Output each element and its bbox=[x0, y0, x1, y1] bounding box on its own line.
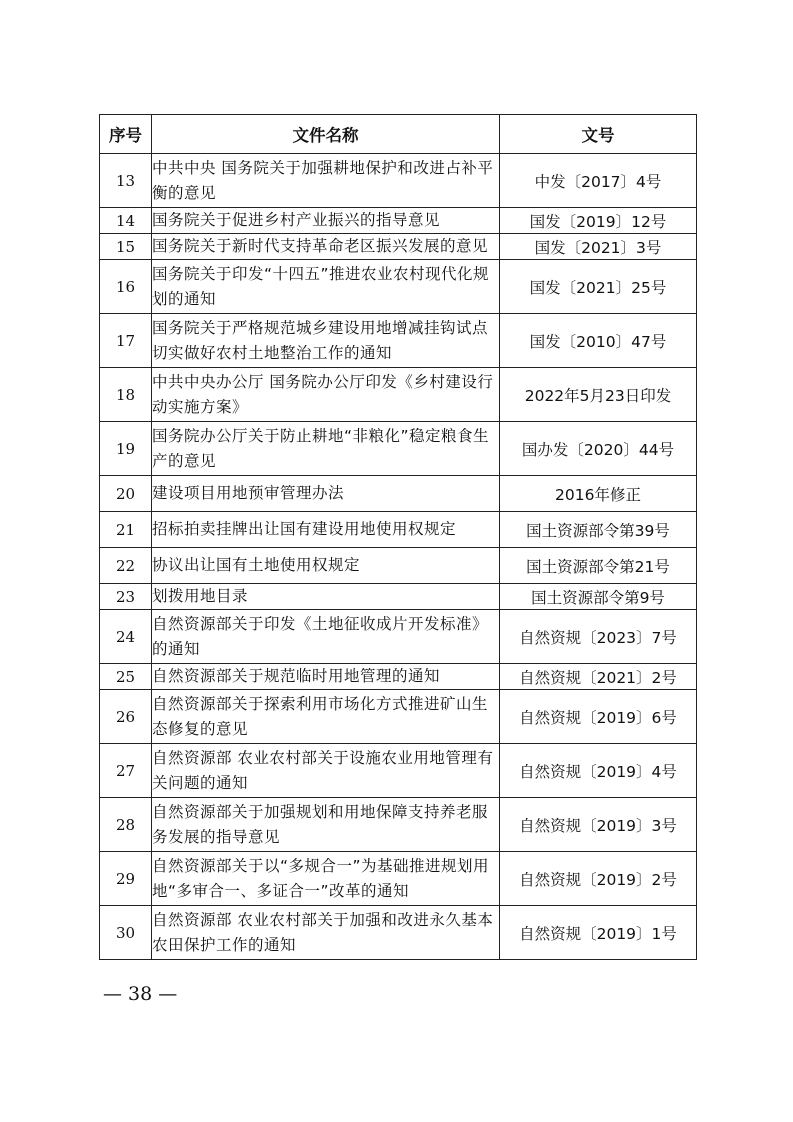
row-document-number: 国土资源部令第39号 bbox=[500, 512, 697, 548]
row-document-number: 自然资规〔2019〕4号 bbox=[500, 744, 697, 798]
table-row bbox=[100, 906, 697, 960]
row-document-name: 自然资源部关于印发《土地征收成片开发标准》的通知 bbox=[152, 610, 500, 664]
regulation-table bbox=[99, 114, 697, 960]
row-document-name: 建设项目用地预审管理办法 bbox=[152, 476, 500, 512]
row-document-name: 中共中央 国务院关于加强耕地保护和改进占补平衡的意见 bbox=[152, 154, 500, 208]
table-row bbox=[100, 260, 697, 314]
row-serial: 28 bbox=[100, 798, 152, 852]
table-row bbox=[100, 234, 697, 260]
row-serial: 30 bbox=[100, 906, 152, 960]
row-serial: 21 bbox=[100, 512, 152, 548]
row-document-number: 国发〔2019〕12号 bbox=[500, 208, 697, 234]
row-document-name: 中共中央办公厅 国务院办公厅印发《乡村建设行动实施方案》 bbox=[152, 368, 500, 422]
header-document-number: 文号 bbox=[500, 115, 697, 154]
row-serial: 17 bbox=[100, 314, 152, 368]
row-document-number: 国发〔2021〕3号 bbox=[500, 234, 697, 260]
row-document-name: 自然资源部关于探索利用市场化方式推进矿山生态修复的意见 bbox=[152, 690, 500, 744]
row-document-name: 招标拍卖挂牌出让国有建设用地使用权规定 bbox=[152, 512, 500, 548]
table-row bbox=[100, 208, 697, 234]
table-row bbox=[100, 690, 697, 744]
row-document-number: 中发〔2017〕4号 bbox=[500, 154, 697, 208]
row-document-name: 自然资源部关于规范临时用地管理的通知 bbox=[152, 664, 500, 690]
row-document-number: 2022年5月23日印发 bbox=[500, 368, 697, 422]
table-row bbox=[100, 798, 697, 852]
header-document-name: 文件名称 bbox=[152, 115, 500, 154]
row-document-number: 自然资规〔2019〕6号 bbox=[500, 690, 697, 744]
row-serial: 19 bbox=[100, 422, 152, 476]
row-serial: 20 bbox=[100, 476, 152, 512]
row-serial: 13 bbox=[100, 154, 152, 208]
row-document-name: 自然资源部关于以“多规合一”为基础推进规划用地“多审合一、多证合一”改革的通知 bbox=[152, 852, 500, 906]
header-serial: 序号 bbox=[100, 115, 152, 154]
row-document-name: 自然资源部关于加强规划和用地保障支持养老服务发展的指导意见 bbox=[152, 798, 500, 852]
row-serial: 16 bbox=[100, 260, 152, 314]
table-row bbox=[100, 548, 697, 584]
row-document-number: 自然资规〔2019〕1号 bbox=[500, 906, 697, 960]
row-document-name: 国务院关于新时代支持革命老区振兴发展的意见 bbox=[152, 234, 500, 260]
row-document-name: 国务院关于印发“十四五”推进农业农村现代化规划的通知 bbox=[152, 260, 500, 314]
table-row bbox=[100, 422, 697, 476]
row-document-number: 国土资源部令第9号 bbox=[500, 584, 697, 610]
row-serial: 25 bbox=[100, 664, 152, 690]
row-document-name: 国务院关于严格规范城乡建设用地增减挂钩试点切实做好农村土地整治工作的通知 bbox=[152, 314, 500, 368]
table-row bbox=[100, 314, 697, 368]
table-row bbox=[100, 154, 697, 208]
row-document-number: 国土资源部令第21号 bbox=[500, 548, 697, 584]
table-row bbox=[100, 476, 697, 512]
table-row bbox=[100, 584, 697, 610]
row-document-number: 国发〔2010〕47号 bbox=[500, 314, 697, 368]
table-row bbox=[100, 368, 697, 422]
table-row bbox=[100, 664, 697, 690]
row-document-number: 自然资规〔2019〕2号 bbox=[500, 852, 697, 906]
row-document-name: 协议出让国有土地使用权规定 bbox=[152, 548, 500, 584]
row-document-name: 划拨用地目录 bbox=[152, 584, 500, 610]
row-serial: 14 bbox=[100, 208, 152, 234]
row-document-name: 自然资源部 农业农村部关于设施农业用地管理有关问题的通知 bbox=[152, 744, 500, 798]
row-document-number: 自然资规〔2019〕3号 bbox=[500, 798, 697, 852]
row-document-number: 国办发〔2020〕44号 bbox=[500, 422, 697, 476]
row-document-number: 2016年修正 bbox=[500, 476, 697, 512]
row-document-name: 国务院关于促进乡村产业振兴的指导意见 bbox=[152, 208, 500, 234]
row-document-number: 国发〔2021〕25号 bbox=[500, 260, 697, 314]
table-row bbox=[100, 852, 697, 906]
row-document-name: 自然资源部 农业农村部关于加强和改进永久基本农田保护工作的通知 bbox=[152, 906, 500, 960]
table-row bbox=[100, 512, 697, 548]
table-header-row bbox=[100, 115, 697, 154]
page-number: — 38 — bbox=[103, 983, 178, 1005]
row-document-name: 国务院办公厅关于防止耕地“非粮化”稳定粮食生产的意见 bbox=[152, 422, 500, 476]
table-row bbox=[100, 610, 697, 664]
row-document-number: 自然资规〔2021〕2号 bbox=[500, 664, 697, 690]
row-serial: 18 bbox=[100, 368, 152, 422]
row-serial: 29 bbox=[100, 852, 152, 906]
row-serial: 27 bbox=[100, 744, 152, 798]
row-serial: 23 bbox=[100, 584, 152, 610]
row-serial: 26 bbox=[100, 690, 152, 744]
row-serial: 22 bbox=[100, 548, 152, 584]
row-document-number: 自然资规〔2023〕7号 bbox=[500, 610, 697, 664]
table-row bbox=[100, 744, 697, 798]
row-serial: 15 bbox=[100, 234, 152, 260]
row-serial: 24 bbox=[100, 610, 152, 664]
